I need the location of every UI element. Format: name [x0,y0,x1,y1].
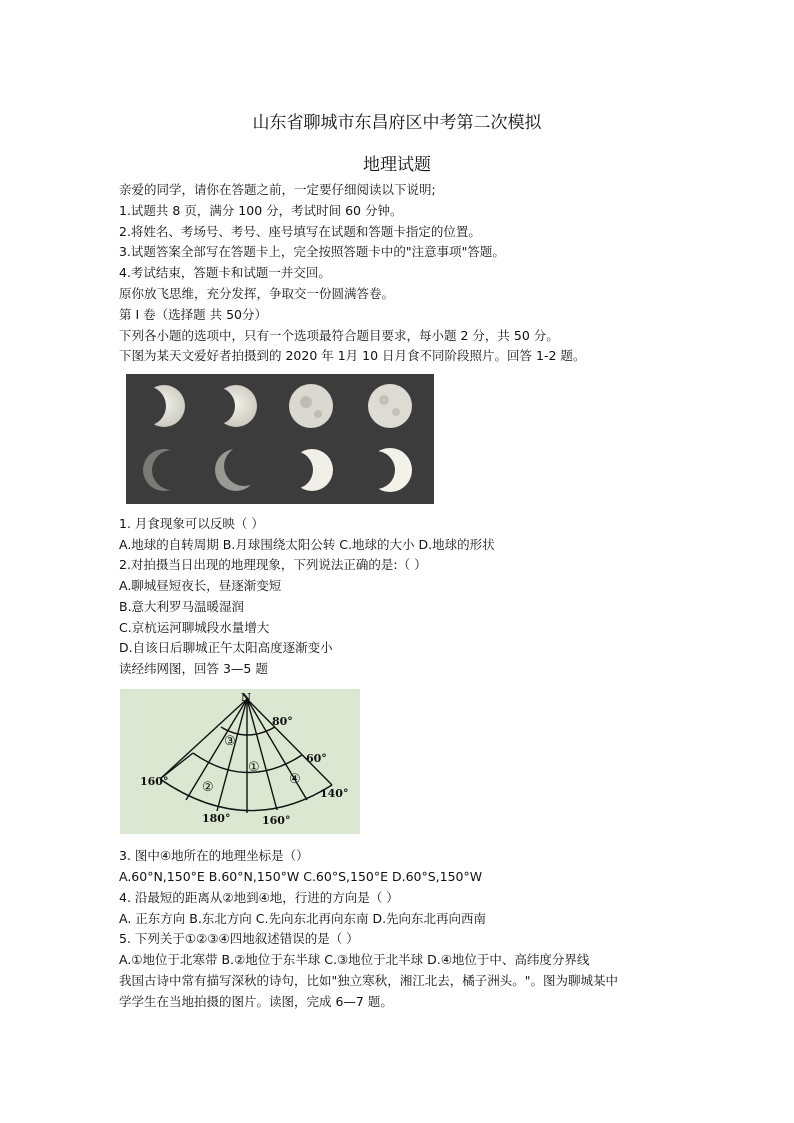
question-1: 1. 月食现象可以反映（ ） [119,516,264,531]
question-4-options: A. 正东方向 B.东北方向 C.先向东北再向东南 D.先向东北再向西南 [119,911,487,926]
point-1: ① [248,760,260,775]
north-label: N [241,691,252,704]
map-instruction: 读经纬网图，回答 3—5 题 [119,661,268,676]
intro-line: 亲爱的同学，请你在答题之前，一定要仔细阅读以下说明; [119,182,436,197]
section-heading: 第 I 卷（选择题 共 50分） [119,307,267,322]
question-2-option-b: B.意大利罗马温暖湿润 [119,599,245,614]
intro-line: 4.考试结束，答题卡和试题一并交回。 [119,265,331,280]
point-4: ④ [289,772,301,787]
question-3-options: A.60°N,150°E B.60°N,150°W C.60°S,150°E D.60°S,150°W [119,869,483,884]
intro-line: 3.试题答案全部写在答题卡上，完全按照答题卡中的"注意事项"答题。 [119,244,505,259]
lat-60-label: 60° [306,752,327,765]
intro-line: 原你放飞思维，充分发挥，争取交一份圆满答卷。 [119,286,395,301]
question-3: 3. 图中④地所在的地理坐标是（） [119,848,309,863]
lon-140-label: 140° [320,787,349,800]
graticule-map [120,689,360,834]
question-2: 2.对拍摄当日出现的地理现象，下列说法正确的是:（ ） [119,557,427,572]
question-4: 4. 沿最短的距离从②地到④地，行进的方向是（ ） [119,890,399,905]
moon-phases-image [126,374,434,504]
intro-line: 2.将姓名、考场号、考号、座号填写在试题和答题卡指定的位置。 [119,224,481,239]
lon-160w-label: 160° [140,775,169,788]
poem-intro-line: 我国古诗中常有描写深秋的诗句，比如"独立寒秋，湘江北去，橘子洲头。"。图为聊城某中 [119,973,619,988]
intro-line: 1.试题共 8 页，满分 100 分，考试时间 60 分钟。 [119,203,403,218]
point-2: ② [202,780,214,795]
lat-80-label: 80° [272,715,293,728]
question-2-option-a: A.聊城昼短夜长，昼逐渐变短 [119,578,282,593]
point-3: ③ [224,734,236,749]
lunar-eclipse-photo [126,374,434,504]
poem-intro-line: 学学生在当地拍摄的图片。读图，完成 6—7 题。 [119,994,393,1009]
question-2-option-d: D.自该日后聊城正午太阳高度逐渐变小 [119,640,333,655]
question-5: 5. 下列关于①②③④四地叙述错误的是（ ） [119,931,359,946]
graticule-diagram [120,689,360,834]
lon-160-label: 160° [262,814,291,827]
lon-180-label: 180° [202,812,231,825]
question-2-option-c: C.京杭运河聊城段水量增大 [119,620,270,635]
instruction-line: 下图为某天文爱好者拍摄到的 2020 年 1月 10 日月食不同阶段照片。回答 1-2 题。 [119,348,586,363]
instruction-line: 下列各小题的选项中，只有一个选项最符合题目要求，每小题 2 分，共 50 分。 [119,328,559,343]
page-subtitle: 地理试题 [363,155,431,175]
page-title: 山东省聊城市东昌府区中考第二次模拟 [252,113,542,133]
question-5-options: A.①地位于北寒带 B.②地位于东半球 C.③地位于北半球 D.④地位于中、高纬度分界线 [119,952,590,967]
question-1-options: A.地球的自转周期 B.月球围绕太阳公转 C.地球的大小 D.地球的形状 [119,537,495,552]
